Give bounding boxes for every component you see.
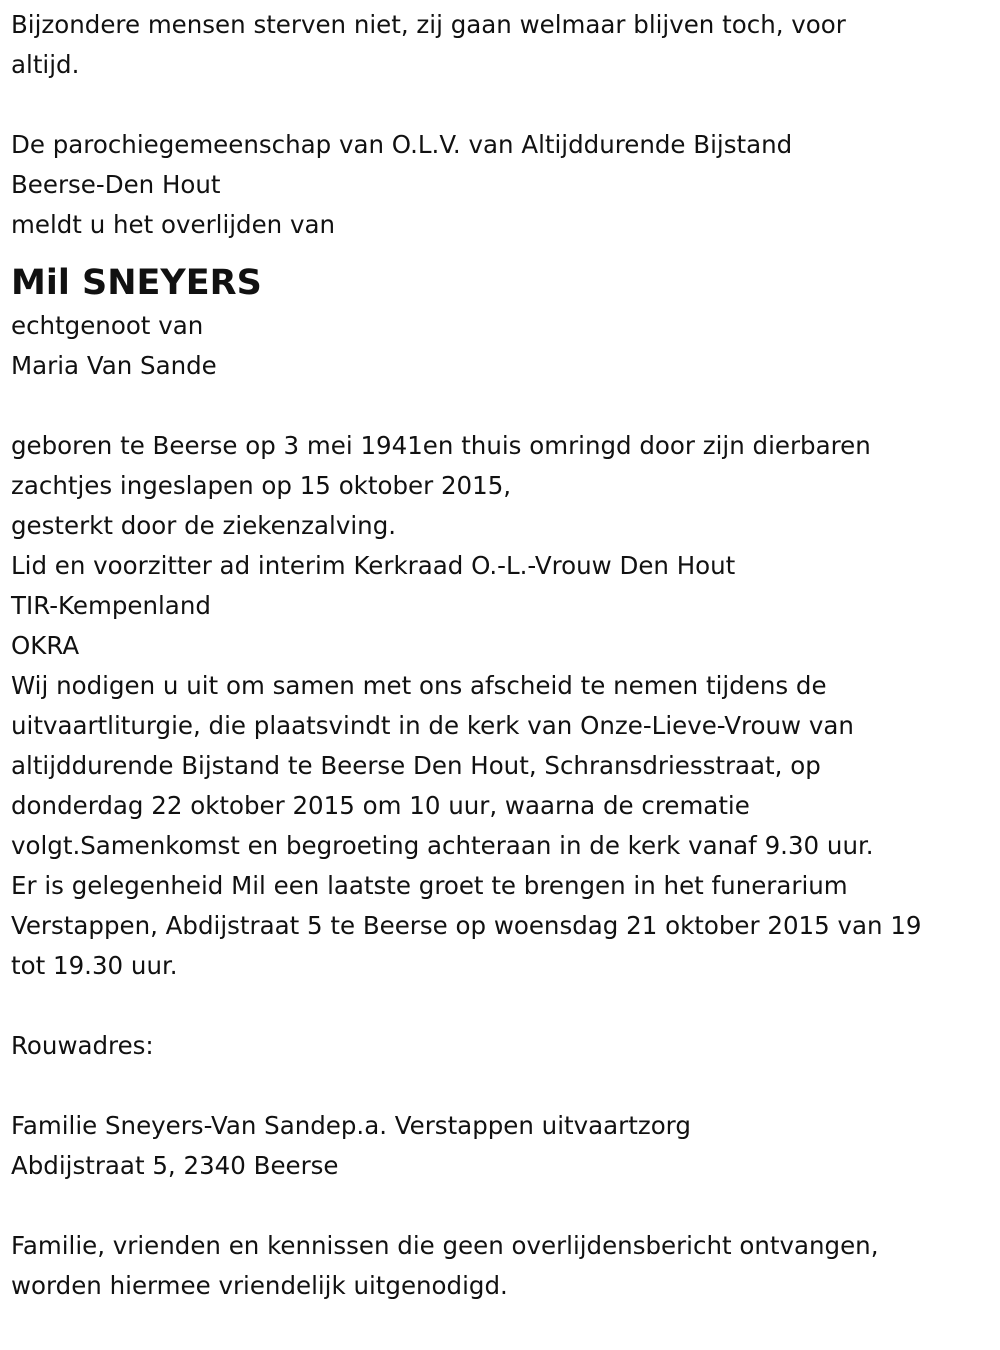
text-line: De parochiegemeenschap van O.L.V. van Altijddurende Bijstand [11,130,793,159]
text-line: altijddurende Bijstand te Beerse Den Hout, Schransdriesstraat, op [11,751,821,780]
text-line: uitvaartliturgie, die plaatsvindt in de kerk van Onze-Lieve-Vrouw van [11,711,854,740]
text-line: Maria Van Sande [11,351,217,380]
text-line: Familie Sneyers-Van Sandep.a. Verstappen uitvaartzorg [11,1111,691,1140]
text-line: meldt u het overlijden van [11,210,336,239]
text-line: altijd. [11,50,80,79]
text-line: worden hiermee vriendelijk uitgenodigd. [11,1271,508,1300]
deceased-name: Mil SNEYERS [11,263,262,303]
text-line: Bijzondere mensen sterven niet, zij gaan welmaar blijven toch, voor [11,10,846,39]
text-line: volgt.Samenkomst en begroeting achteraan in de kerk vanaf 9.30 uur. [11,831,874,860]
closing-note [11,1226,1000,1306]
text-line: OKRA [11,631,80,660]
text-line: Er is gelegenheid Mil een laatste groet te brengen in het funerarium [11,871,848,900]
text-line: Wij nodigen u uit om samen met ons afscheid te nemen tijdens de [11,671,827,700]
text-line: geboren te Beerse op 3 mei 1941en thuis omringd door zijn dierbaren [11,431,871,460]
intro-quote [11,5,1000,85]
text-line: Lid en voorzitter ad interim Kerkraad O.-L.-Vrouw Den Hout [11,551,736,580]
text-line: tot 19.30 uur. [11,951,178,980]
spouse [11,306,1000,386]
text-line: gesterkt door de ziekenzalving. [11,511,397,540]
text-line: Verstappen, Abdijstraat 5 te Beerse op woensdag 21 oktober 2015 van 19 [11,911,922,940]
text-line: echtgenoot van [11,311,204,340]
death-notice [11,5,1000,1306]
notice-body [11,426,1000,986]
text-line: TIR-Kempenland [11,591,211,620]
text-line: donderdag 22 oktober 2015 om 10 uur, waarna de crematie [11,791,750,820]
text-line: Familie, vrienden en kennissen die geen overlijdensbericht ontvangen, [11,1231,879,1260]
address-label: Rouwadres: [11,1031,154,1060]
text-line: Abdijstraat 5, 2340 Beerse [11,1151,339,1180]
mourning-address [11,1106,1000,1186]
text-line: Beerse-Den Hout [11,170,221,199]
announcer [11,125,1000,245]
text-line: zachtjes ingeslapen op 15 oktober 2015, [11,471,512,500]
